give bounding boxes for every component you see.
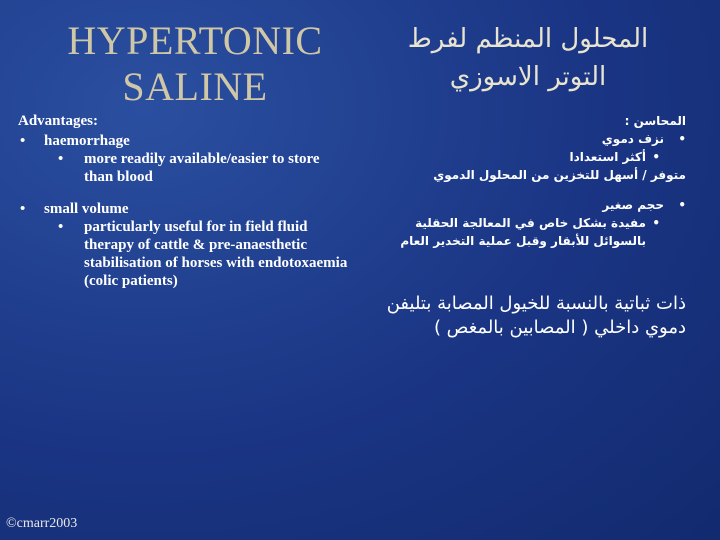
- slide-title-english: HYPERTONIC SALINE: [67, 18, 323, 109]
- arabic-horses-statement: ذات ثباتية بالنسبة للخيول المصابة بتليفن دموي داخلي ( المصابين بالمغص ): [386, 293, 686, 338]
- bullet-dot: •: [20, 133, 26, 149]
- bullet-dot: •: [20, 201, 26, 217]
- arabic-bullet-text: حجم صغير: [602, 198, 664, 212]
- arabic-sub-bullet-field-therapy: [368, 214, 686, 250]
- bullet-dot: •: [58, 219, 64, 235]
- arabic-storage-line: متوفر / أسهل للتخزين من المحلول الدموي: [433, 168, 686, 182]
- arabic-sub-bullet-availability: [368, 148, 686, 166]
- arabic-bullet-haemorrhage: [368, 130, 686, 148]
- arabic-content: [368, 112, 686, 250]
- sub-bullet-text: particularly useful for in field fluid therapy of cattle & pre-anaesthetic stabilisation of horses with endotoxaemia (colic patients): [84, 219, 348, 289]
- slide-title-arabic: المحلول المنظم لفرط التوتر الاسوزي: [407, 24, 649, 92]
- arabic-bullet-text: نزف دموي: [601, 132, 664, 146]
- bullet-dot: •: [678, 198, 686, 212]
- bullet-dot: •: [58, 151, 64, 167]
- copyright-notice: ©cmarr2003: [6, 516, 78, 531]
- arabic-sub-bullet-text: مفيدة بشكل خاص في المعالجة الحقلية بالسوائل للأبقار وقبل عملية التخدير العام: [400, 216, 646, 248]
- advantages-heading: Advantages:: [18, 113, 99, 129]
- bullet-text: small volume: [44, 201, 129, 217]
- sub-bullet-availability: [18, 150, 348, 186]
- bullet-dot: •: [652, 216, 660, 230]
- bullet-text: haemorrhage: [44, 133, 130, 149]
- arabic-sub-bullet-text: أكثر استعدادا: [569, 150, 646, 164]
- bullet-dot: •: [652, 150, 660, 164]
- arabic-advantages-heading: المحاسن :: [624, 114, 686, 128]
- bullet-small-volume: [18, 200, 348, 218]
- arabic-bullet-small-volume: [368, 196, 686, 214]
- sub-bullet-text: more readily available/easier to store than blood: [84, 151, 320, 185]
- sub-bullet-field-therapy: [18, 218, 348, 290]
- english-content: [18, 112, 348, 290]
- bullet-dot: •: [678, 132, 686, 146]
- bullet-haemorrhage: [18, 132, 348, 150]
